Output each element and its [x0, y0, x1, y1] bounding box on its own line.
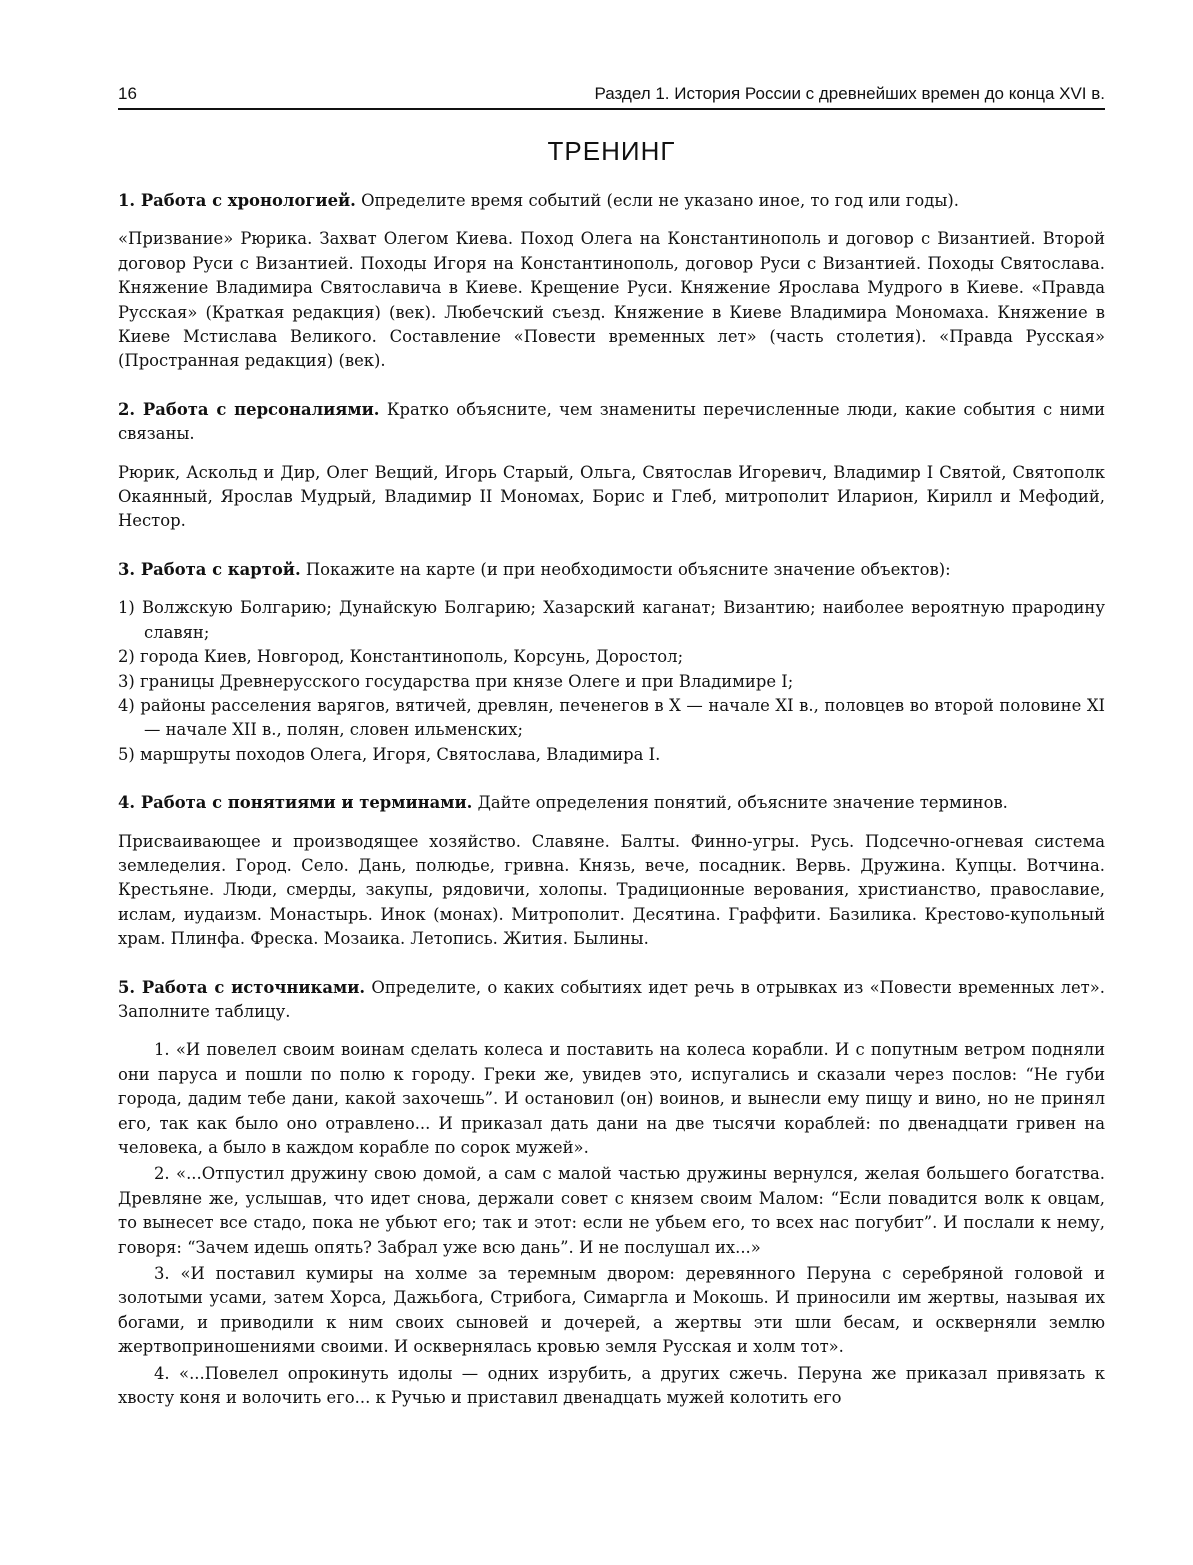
page-number: 16	[118, 84, 137, 103]
source-excerpt: 2. «...Отпустил дружину свою домой, а сам с малой частью дружины вернулся, желая большего богатства. Древляне же, услышав, что идет снова, держали совет с князем своим Малом: “Если повадится волк к овцам, то вынесет все стадо, пока не убьют его; так и этот: если не убьем его, то всех нас погубит”. И послали к нему, говоря: “Зачем идешь опять? Забрал уже всю дань”. И не послушал их...»	[118, 1164, 1105, 1257]
source-excerpt: 3. «И поставил кумиры на холме за теремным двором: деревянного Перуна с серебряной головой и золотыми усами, затем Хорса, Дажьбога, Стрибога, Симаргла и Мокошь. И приносили им жертвы, называя их богами, и приводили к ним своих сыновей и дочерей, а жертвы эти шли бесам, и оскверняли землю жертвоприношениями своими. И осквернялась кровью земля Русская и холм тот».	[118, 1264, 1105, 1357]
list-item: 1) Волжскую Болгарию; Дунайскую Болгарию; Хазарский каганат; Византию; наиболее вероятную прародину славян;	[118, 598, 1105, 642]
source-excerpt: 4. «...Повелел опрокинуть идолы — одних изрубить, а других сжечь. Перуна же приказал привязать к хвосту коня и волочить его... к Ручью и приставил двенадцать мужей колотить его	[118, 1363, 1105, 1408]
list-item: 3) границы Древнерусского государства при князе Олеге и при Владимире I;	[118, 671, 794, 691]
list-item: 4) районы расселения варягов, вятичей, древлян, печенегов в X — начале XI в., половцев во второй половине XI — начале XII в., полян, словен ильменских;	[118, 695, 1105, 740]
task-4-heading	[118, 791, 1105, 815]
task-4-text: Присваивающее и производящее хозяйство. Славяне. Балты. Финно-угры. Русь. Подсечно-огневая система земледелия. Город. Село. Дань, полюдье, гривна. Князь, вече, посадник. Вервь. Дружина. Купцы. Вотчина. Крестьяне. Люди, смерды, закупы, рядовичи, холопы. Традиционные верования, христианство, православие, ислам, иудаизм. Монастырь. Инок (монах). Митрополит. Десятина. Граффити. Базилика. Крестово-купольный храм. Плинфа. Фреска. Мозаика. Летопись. Жития. Былины.	[118, 831, 1105, 949]
task-4-instruction: Дайте определения понятий, объясните значение терминов.	[472, 793, 1008, 813]
task-3-heading	[118, 558, 1105, 582]
section-title: ТРЕНИНГ	[547, 136, 676, 166]
document-body	[118, 189, 1105, 1410]
task-1-text: «Призвание» Рюрика. Захват Олегом Киева. Поход Олега на Константинополь и договор с Византией. Второй договор Руси с Византией. Походы Игоря на Константинополь, договор Руси с Византией. Походы Святослава. Княжение Владимира Святославича в Киеве. Крещение Руси. Княжение Ярослава Мудрого в Киеве. «Правда Русская» (Краткая редакция) (век). Любечский съезд. Княжение в Киеве Владимира Мономаха. Княжение в Киеве Мстислава Великого. Составление «Повести временных лет» (часть столетия). «Правда Русская» (Пространная редакция) (век).	[118, 229, 1105, 371]
task-3-list	[118, 596, 1105, 767]
task-5-instruction: Определите, о каких событиях идет речь в отрывках из «Повести временных лет». Заполните таблицу.	[118, 977, 1105, 1021]
list-item: 2) города Киев, Новгород, Константинополь, Корсунь, Доростол;	[118, 647, 684, 667]
task-2-text: Рюрик, Аскольд и Дир, Олег Вещий, Игорь Старый, Ольга, Святослав Игоревич, Владимир I Святой, Святополк Окаянный, Ярослав Мудрый, Владимир II Мономах, Борис и Глеб, митрополит Иларион, Кирилл и Мефодий, Нестор.	[118, 462, 1105, 531]
task-1-instruction: Определите время событий (если не указано иное, то год или годы).	[355, 191, 959, 210]
page	[118, 78, 1105, 1410]
running-header	[118, 78, 1105, 110]
task-2-title: 2. Работа с персоналиями.	[118, 399, 380, 419]
running-title: Раздел 1. История России с древнейших времен до конца XVI в.	[594, 84, 1105, 103]
task-2-instruction: Кратко объясните, чем знамениты перечисленные люди, какие события с ними связаны.	[118, 399, 1106, 444]
task-1-heading	[118, 189, 1105, 213]
task-4-title: 4. Работа с понятиями и терминами.	[118, 793, 473, 813]
task-2-heading	[118, 398, 1105, 447]
task-5-title: 5. Работа с источниками.	[118, 977, 366, 997]
source-excerpt: 1. «И повелел своим воинам сделать колеса и поставить на колеса корабли. И с попутным ветром подняли они паруса и пошли по полю к городу. Греки же, увидев это, испугались и сказали через послов: “Не губи города, дадим тебе дани, какой захочешь”. И остановил (он) воинов, и вынесли ему пищу и вино, но не принял его, так как было оно отравлено... И приказал дать дани на две тысячи кораблей: по двенадцати гривен на человека, а было в каждом корабле по сорок мужей».	[118, 1040, 1105, 1157]
task-5-heading	[118, 976, 1105, 1025]
task-3-instruction: Покажите на карте (и при необходимости объясните значение объектов):	[300, 559, 951, 579]
task-3-title: 3. Работа с картой.	[118, 559, 301, 579]
list-item: 5) маршруты походов Олега, Игоря, Святослава, Владимира I.	[118, 744, 661, 764]
task-1-title: 1. Работа с хронологией.	[118, 191, 356, 210]
